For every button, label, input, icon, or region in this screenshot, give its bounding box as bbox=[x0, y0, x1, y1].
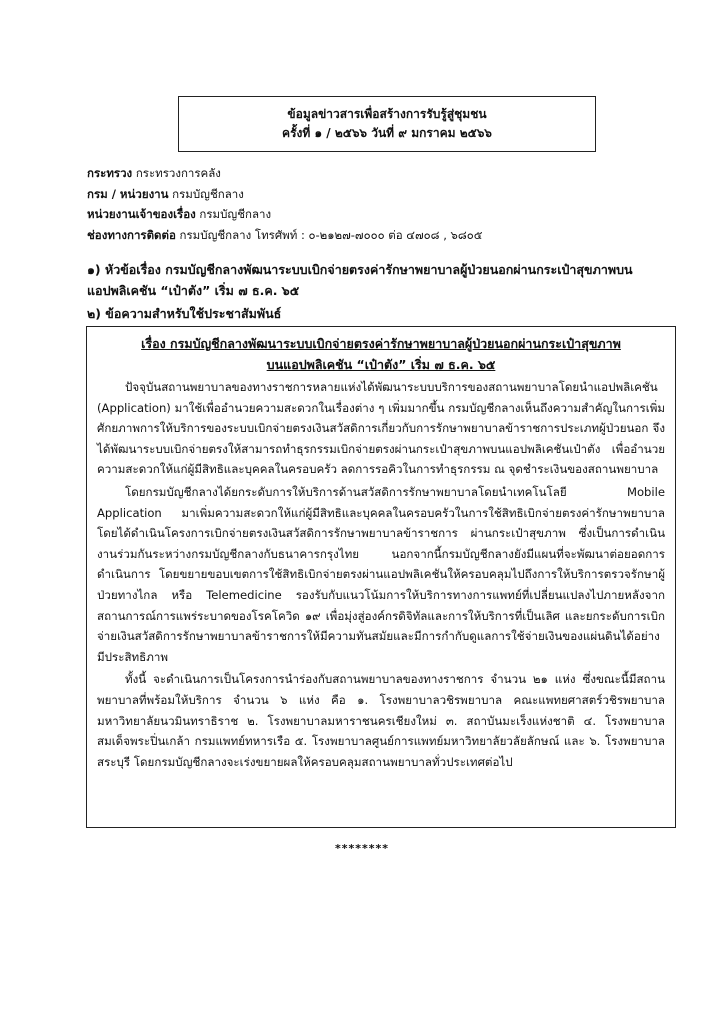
meta-contact bbox=[87, 225, 687, 246]
meta-ministry bbox=[87, 163, 687, 184]
meta-department-label: กรม / หน่วยงาน bbox=[87, 186, 169, 201]
meta-contact-value: กรมบัญชีกลาง โทรศัพท์ : ๐-๒๑๒๗-๗๐๐๐ ต่อ ๔๗๐๘ , ๖๘๐๕ bbox=[179, 227, 483, 242]
meta-owner-label: หน่วยงานเจ้าของเรื่อง bbox=[87, 207, 196, 221]
content-title-line1: เรื่อง กรมบัญชีกลางพัฒนาระบบเบิกจ่ายตรงค่ารักษาพยาบาลผู้ป่วยนอกผ่านกระเป๋าสุขภาพ bbox=[141, 336, 621, 351]
header-title: ข้อมูลข่าวสารเพื่อสร้างการรับรู้สู่ชุมชน bbox=[287, 107, 487, 121]
paragraph-3 bbox=[97, 669, 665, 772]
paragraph-2 bbox=[97, 482, 665, 667]
meta-owner-value: กรมบัญชีกลาง bbox=[199, 207, 272, 221]
meta-ministry-label: กระทรวง bbox=[87, 166, 133, 180]
paragraph-1 bbox=[97, 377, 665, 480]
header-box bbox=[178, 96, 596, 152]
meta-department bbox=[87, 184, 687, 205]
paragraph-3-text: ทั้งนี้ จะดำเนินการเป็นโครงการนำร่องกับสถานพยาบาลของทางราชการ จำนวน ๒๑ แห่ง ซึ่งขณะนี้มีสถานพยาบาลที่พร้อมให้บริการ จำนวน ๖ แห่ง คือ ๑. โรงพยาบาลวชิรพยาบาล คณะแพทยศาสตร์วชิรพยาบาล มหาวิทยาลัยนวมินทราธิราช ๒. โรงพยาบาลมหาราชนครเชียงใหม่ ๓. สถาบันมะเร็งแห่งชาติ ๔. โรงพยาบาลสมเด็จพระปิ่นเกล้า กรมแพทย์ทหารเรือ ๕. โรงพยาบาลศูนย์การแพทย์มหาวิทยาลัยวลัยลักษณ์ และ ๖. โรงพยาบาลสระบุรี โดยกรมบัญชีกลางจะเร่งขยายผลให้ครอบคลุมสถานพยาบาลทั่วประเทศต่อไป bbox=[97, 672, 665, 769]
meta-contact-label: ช่องทางการติดต่อ bbox=[87, 227, 176, 242]
end-separator: ******** bbox=[334, 842, 390, 855]
content-box bbox=[86, 326, 676, 828]
content-title-line2: บนแอปพลิเคชัน “เป๋าตัง” เริ่ม ๗ ธ.ค. ๖๕ bbox=[266, 357, 496, 372]
paragraph-2-text: โดยกรมบัญชีกลางได้ยกระดับการให้บริการด้านสวัสดิการรักษาพยาบาลโดยนำเทคโนโลยี Mobile Application มาเพิ่มความสะดวกให้แก่ผู้มีสิทธิและบุคคลในครอบครัวในการใช้สิทธิเบิกจ่ายตรงค่ารักษาพยาบาล โดยได้ดำเนินโครงการเบิกจ่ายตรงเงินสวัสดิการรักษาพยาบาลข้าราชการ ผ่านกระเป๋าสุขภาพ ซึ่งเป็นการดำเนินงานร่วมกันระหว่างกรมบัญชีกลางกับธนาคารกรุงไทย นอกจากนี้กรมบัญชีกลางยังมีแผนที่จะพัฒนาต่อยอดการดำเนินการ โดยขยายขอบเขตการใช้สิทธิเบิกจ่ายตรงผ่านแอปพลิเคชันให้ครอบคลุมไปถึงการให้บริการตรวจรักษาผู้ป่วยทางไกล หรือ Telemedicine รองรับกับแนวโน้มการให้บริการทางการแพทย์ที่เปลี่ยนแปลงไปภายหลังจากสถานการณ์การแพร่ระบาดของโรคโควิด ๑๙ เพื่อมุ่งสู่องค์กรดิจิทัลและการให้บริการที่เป็นเลิศ และยกระดับการเบิกจ่ายเงินสวัสดิการรักษาพยาบาลข้าราชการให้มีความทันสมัยและมีการกำกับดูแลการใช้จ่ายเงินของแผ่นดินได้อย่างมีประสิทธิภาพ bbox=[97, 484, 665, 664]
meta-ministry-value: กระทรวงการคลัง bbox=[135, 166, 221, 180]
paragraph-1-text: ปัจจุบันสถานพยาบาลของทางราชการหลายแห่งได้พัฒนาระบบบริการของสถานพยาบาลโดยนำแอปพลิเคชัน (Application) มาใช้เพื่ออำนวยความสะดวกในเรื่องต่าง ๆ เพิ่มมากขึ้น กรมบัญชีกลางเห็นถึงความสำคัญในการเพิ่มศักยภาพการให้บริการของระบบเบิกจ่ายตรงเงินสวัสดิการเกี่ยวกับการรักษาพยาบาลข้าราชการประเภทผู้ป่วยนอก จึงได้พัฒนาระบบเบิกจ่ายตรงให้สามารถทำธุรกรรมเบิกจ่ายตรงผ่านกระเป๋าสุขภาพบนแอปพลิเคชันเป๋าตัง เพื่ออำนวยความสะดวกให้แก่ผู้มีสิทธิและบุคคลในครอบครัว ลดการรอคิวในการทำธุรกรรม ณ จุดชำระเงินของสถานพยาบาล bbox=[97, 380, 665, 477]
section-topic: ๑) หัวข้อเรื่อง กรมบัญชีกลางพัฒนาระบบเบิกจ่ายตรงค่ารักษาพยาบาลผู้ป่วยนอกผ่านกระเป๋าสุขภาพบนแอปพลิเคชัน “เป๋าตัง” เริ่ม ๗ ธ.ค. ๖๕ bbox=[87, 262, 633, 298]
meta-owner bbox=[87, 204, 687, 225]
section-pr-message: ๒) ข้อความสำหรับใช้ประชาสัมพันธ์ bbox=[87, 306, 282, 321]
header-issue-date: ครั้งที่ ๑ / ๒๕๖๖ วันที่ ๙ มกราคม ๒๕๖๖ bbox=[282, 126, 492, 140]
meta-info bbox=[87, 163, 687, 245]
meta-department-value: กรมบัญชีกลาง bbox=[172, 186, 244, 201]
